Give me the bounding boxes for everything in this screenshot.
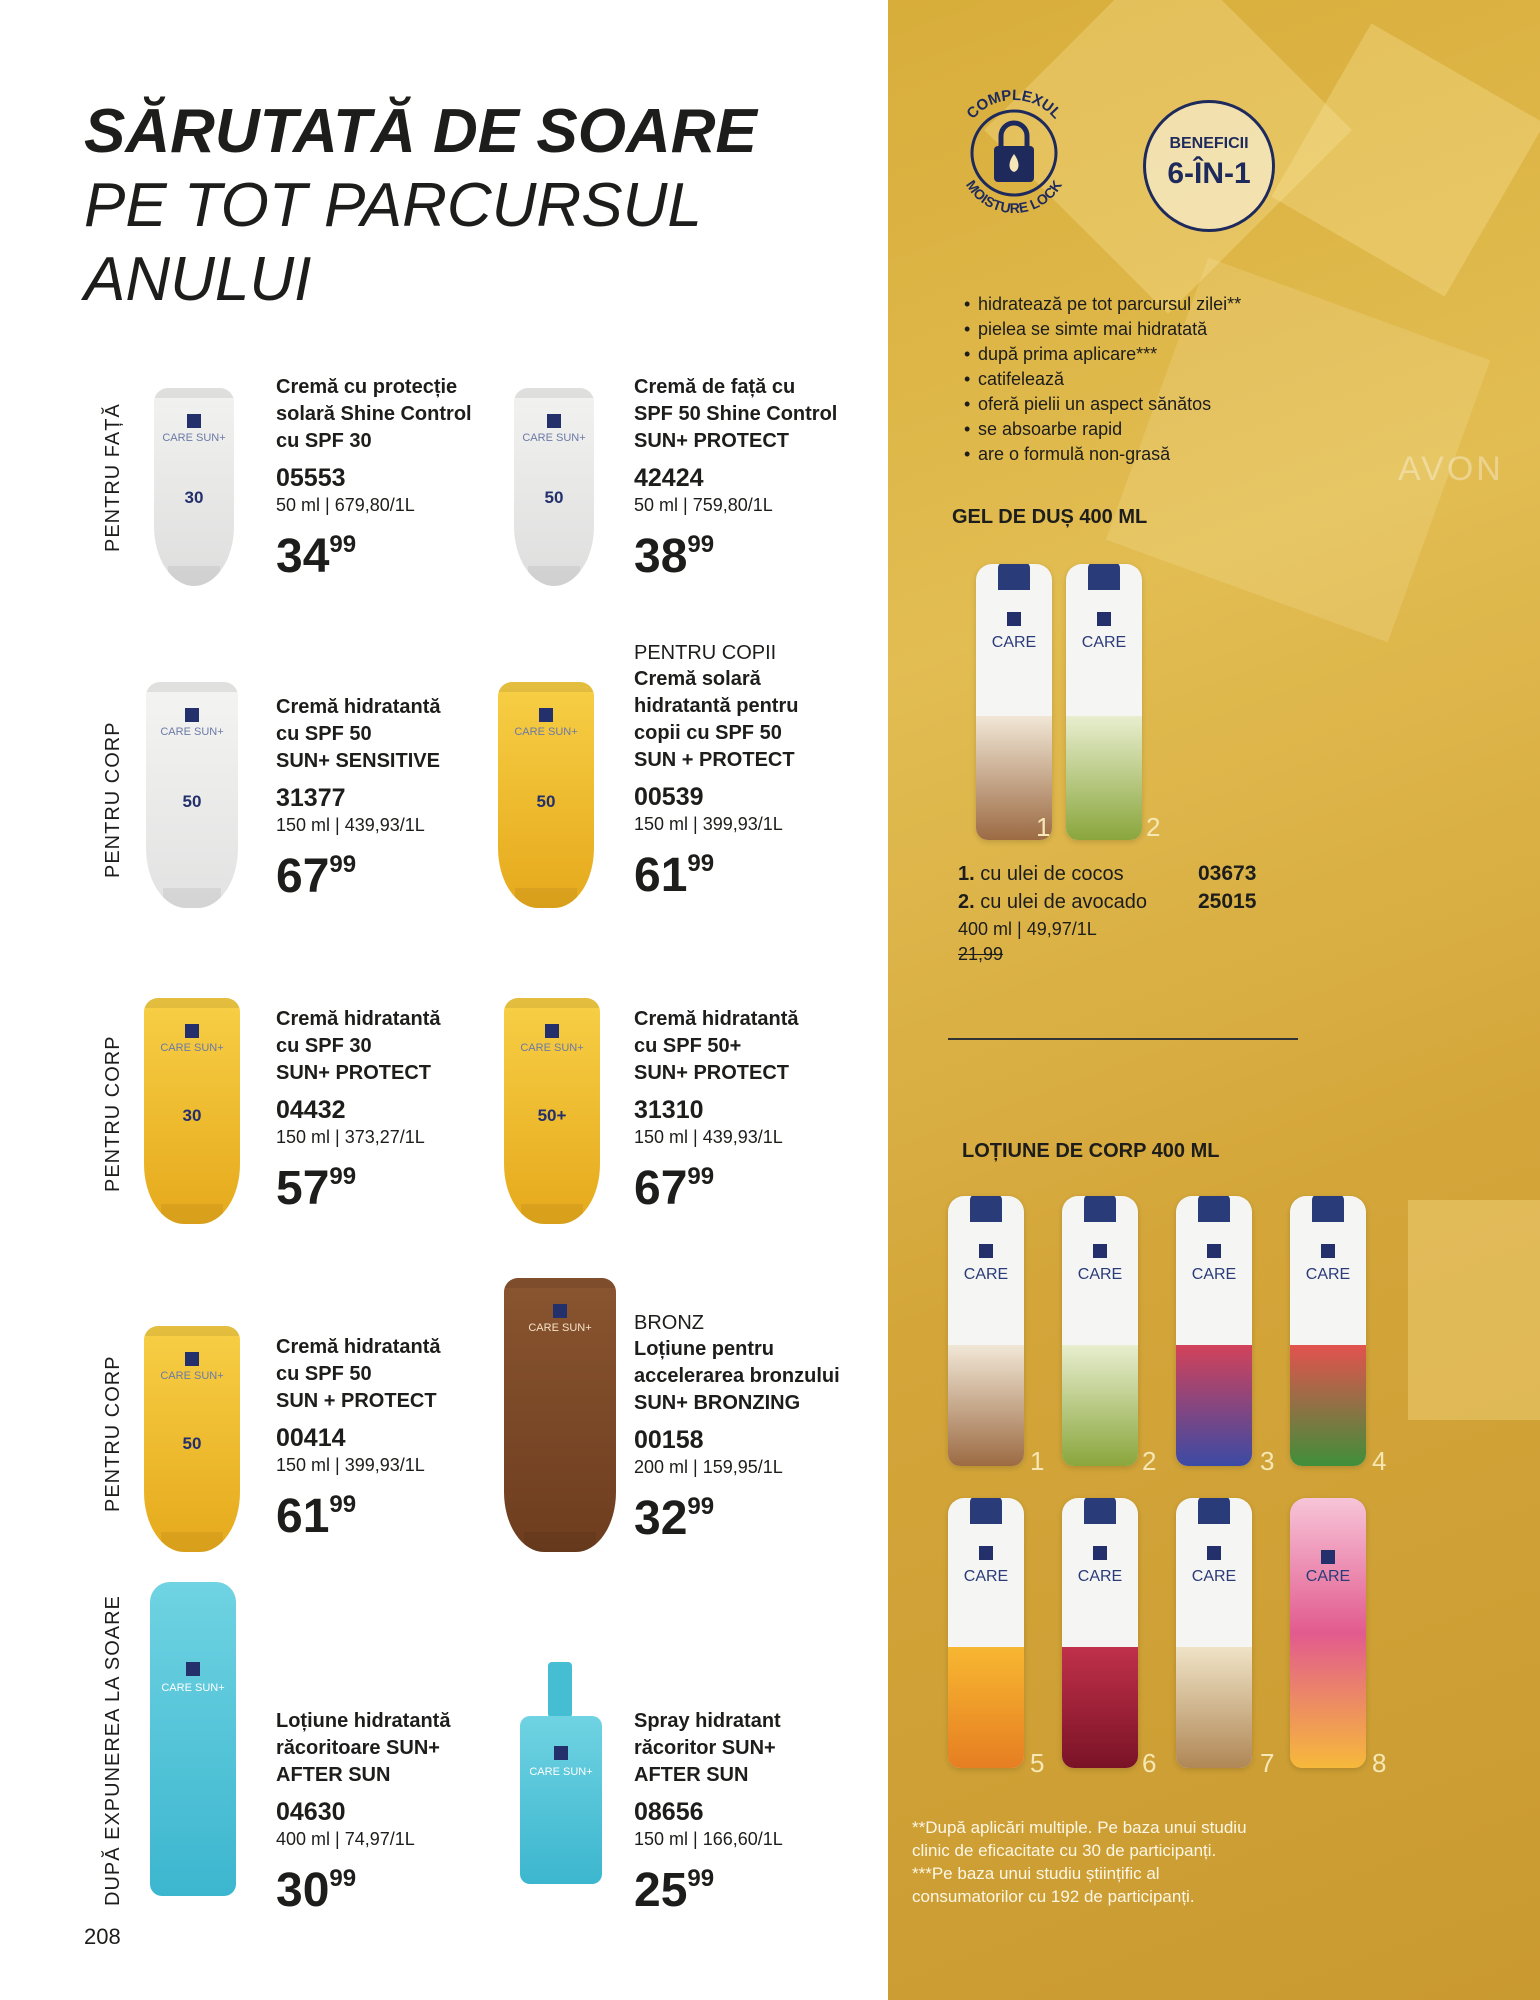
bottle-number: 4 bbox=[1372, 1446, 1387, 1476]
product-image-31310: CARE SUN+ 50+ bbox=[504, 998, 600, 1224]
product-code: 00414 bbox=[276, 1424, 346, 1452]
avon-watermark: AVON bbox=[1398, 450, 1504, 488]
product-size: 50 ml | 679,80/1L bbox=[276, 495, 415, 515]
product-price: $38^{99}$ bbox=[634, 530, 715, 583]
page-title-line3: ANULUI bbox=[84, 245, 312, 314]
list-item: • oferă pielii un aspect sănătos bbox=[964, 392, 1344, 417]
product-price: $67^{99}$ bbox=[276, 850, 357, 903]
product-00158: BRONZ Loțiune pentru accelerarea bronzului SUN+ BRONZING 00158 200 ml | 159,95/1L $32^{99}$ bbox=[634, 1310, 934, 1545]
body-lotion-bottle-7: CARE bbox=[1176, 1498, 1252, 1768]
product-image-42424: CARE SUN+ 50 bbox=[514, 388, 594, 586]
product-price: $61^{99}$ bbox=[276, 1490, 357, 1543]
bottle-number: 3 bbox=[1260, 1446, 1275, 1476]
list-item: • după prima aplicare*** bbox=[964, 342, 1344, 367]
svg-text:COMPLEXUL: COMPLEXUL bbox=[963, 86, 1065, 123]
product-code: 08656 bbox=[634, 1798, 704, 1826]
moisture-lock-badge bbox=[939, 78, 1089, 228]
benefits-badge: BENEFICII 6-ÎN-1 bbox=[1143, 100, 1275, 232]
product-code: 00539 bbox=[634, 783, 704, 811]
product-price: $34^{99}$ bbox=[276, 530, 357, 583]
product-price: $30^{99}$ bbox=[276, 1864, 357, 1917]
list-item: • pielea se simte mai hidratată bbox=[964, 317, 1344, 342]
right-page bbox=[888, 0, 1540, 2000]
product-image-08656: CARE SUN+ bbox=[520, 1662, 602, 1884]
list-item: 1. cu ulei de cocos 03673 bbox=[958, 862, 1257, 885]
product-price: $61^{99}$ bbox=[634, 849, 715, 902]
shower-gel-bottle-coconut: CARE bbox=[976, 564, 1052, 840]
product-size: 150 ml | 399,93/1L bbox=[276, 1455, 425, 1475]
page-title-line2: PE TOT PARCURSUL bbox=[84, 171, 702, 240]
shower-gel-heading: GEL DE DUȘ 400 ML bbox=[952, 506, 1148, 528]
body-lotion-bottle-6: CARE bbox=[1062, 1498, 1138, 1768]
bottle-number: 7 bbox=[1260, 1748, 1275, 1778]
body-lotion-bottle-5: CARE bbox=[948, 1498, 1024, 1768]
product-size: 50 ml | 759,80/1L bbox=[634, 495, 773, 515]
product-code: 00158 bbox=[634, 1426, 704, 1454]
product-00539: PENTRU COPII Cremă solară hidratantă pentru copii cu SPF 50 SUN + PROTECT 00539 150 ml | 399,93/1L $61^{99}$ bbox=[634, 640, 934, 902]
bottle-number: 1 bbox=[1036, 812, 1051, 842]
product-code: 31377 bbox=[276, 784, 346, 812]
body-lotion-heading: LOȚIUNE DE CORP 400 ML bbox=[962, 1140, 1220, 1162]
product-code: 04630 bbox=[276, 1798, 346, 1826]
product-image-04432: CARE SUN+ 30 bbox=[144, 998, 240, 1224]
body-lotion-bottle-1: CARE bbox=[948, 1196, 1024, 1466]
product-code: 31310 bbox=[634, 1096, 704, 1124]
section-label-after-sun: DUPĂ EXPUNEREA LA SOARE bbox=[102, 1595, 124, 1906]
product-category: PENTRU COPII bbox=[634, 642, 777, 664]
product-code: 05553 bbox=[276, 464, 346, 492]
product-00414: Cremă hidratantă cu SPF 50 SUN + PROTECT 00414 150 ml | 399,93/1L $61^{99}$ bbox=[276, 1334, 576, 1543]
product-size: 150 ml | 166,60/1L bbox=[634, 1829, 783, 1849]
bottle-number: 2 bbox=[1142, 1446, 1157, 1476]
body-lotion-bottle-8: CARE bbox=[1290, 1498, 1366, 1768]
bottle-number: 2 bbox=[1146, 812, 1161, 842]
product-image-05553: CARE SUN+ 30 bbox=[154, 388, 234, 586]
section-label-body-2: PENTRU CORP bbox=[102, 1035, 124, 1192]
product-price: $25^{99}$ bbox=[634, 1864, 715, 1917]
body-lotion-bottle-3: CARE bbox=[1176, 1196, 1252, 1466]
divider bbox=[948, 1038, 1298, 1040]
page-title-line1: SĂRUTATĂ DE SOARE bbox=[84, 97, 757, 166]
bottle-number: 1 bbox=[1030, 1446, 1045, 1476]
product-code: 04432 bbox=[276, 1096, 346, 1124]
body-lotion-bottle-2: CARE bbox=[1062, 1196, 1138, 1466]
product-size: 150 ml | 439,93/1L bbox=[634, 1127, 783, 1147]
product-05553: Cremă cu protecție solară Shine Control cu SPF 30 05553 50 ml | 679,80/1L $34^{99}$ bbox=[276, 374, 576, 583]
product-image-00414: CARE SUN+ 50 bbox=[144, 1326, 240, 1552]
product-size: 150 ml | 439,93/1L bbox=[276, 815, 425, 835]
list-item: • hidratează pe tot parcursul zilei** bbox=[964, 292, 1344, 317]
product-image-00539: CARE SUN+ 50 bbox=[498, 682, 594, 908]
list-item: 2. cu ulei de avocado 25015 bbox=[958, 890, 1257, 913]
page-number: 208 bbox=[84, 1924, 121, 1949]
product-size: 200 ml | 159,95/1L bbox=[634, 1457, 783, 1477]
product-04630: Loțiune hidratantă răcoritoare SUN+ AFTER SUN 04630 400 ml | 74,97/1L $30^{99}$ bbox=[276, 1708, 576, 1917]
benefits-list bbox=[964, 292, 1344, 467]
product-category: BRONZ bbox=[634, 1312, 704, 1334]
shower-gel-size: 400 ml | 49,97/1L bbox=[958, 919, 1097, 939]
product-image-31377: CARE SUN+ 50 bbox=[146, 682, 238, 908]
product-08656: Spray hidratant răcoritor SUN+ AFTER SUN 08656 150 ml | 166,60/1L $25^{99}$ bbox=[634, 1708, 934, 1917]
section-label-face: PENTRU FAȚĂ bbox=[102, 403, 124, 552]
bottle-number: 6 bbox=[1142, 1748, 1157, 1778]
section-label-body-3: PENTRU CORP bbox=[102, 1355, 124, 1512]
list-item: • are o formulă non-grasă bbox=[964, 442, 1344, 467]
shower-gel-bottle-avocado: CARE bbox=[1066, 564, 1142, 840]
bottle-number: 8 bbox=[1372, 1748, 1387, 1778]
product-31377: Cremă hidratantă cu SPF 50 SUN+ SENSITIVE 31377 150 ml | 439,93/1L $67^{99}$ bbox=[276, 694, 576, 903]
product-04432: Cremă hidratantă cu SPF 30 SUN+ PROTECT 04432 150 ml | 373,27/1L $57^{99}$ bbox=[276, 1006, 576, 1215]
list-item: • catifelează bbox=[964, 367, 1344, 392]
product-image-00158: CARE SUN+ bbox=[504, 1278, 616, 1552]
product-31310: Cremă hidratantă cu SPF 50+ SUN+ PROTECT 31310 150 ml | 439,93/1L $67^{99}$ bbox=[634, 1006, 934, 1215]
shower-gel-old-price: 21,99 bbox=[958, 944, 1004, 964]
product-code: 42424 bbox=[634, 464, 704, 492]
bottle-number: 5 bbox=[1030, 1748, 1045, 1778]
shower-gel-list bbox=[958, 860, 1258, 966]
list-item: • se absoarbe rapid bbox=[964, 417, 1344, 442]
product-image-04630: CARE SUN+ bbox=[150, 1582, 236, 1896]
body-lotion-bottle-4: CARE bbox=[1290, 1196, 1366, 1466]
product-42424: Cremă de față cu SPF 50 Shine Control SUN+ PROTECT 42424 50 ml | 759,80/1L $38^{99}$ bbox=[634, 374, 934, 583]
product-price: $32^{99}$ bbox=[634, 1492, 715, 1545]
footnotes: **După aplicări multiple. Pe baza unui studiu clinic de eficacitate cu 30 de participanți. ***Pe baza unui studiu științific al consumatorilor cu 192 de participanți. bbox=[912, 1818, 1247, 1906]
product-size: 150 ml | 373,27/1L bbox=[276, 1127, 425, 1147]
section-label-body-1: PENTRU CORP bbox=[102, 721, 124, 878]
product-price: $57^{99}$ bbox=[276, 1162, 357, 1215]
product-price: $67^{99}$ bbox=[634, 1162, 715, 1215]
svg-text:MOISTURE LOCK: MOISTURE LOCK bbox=[963, 177, 1065, 217]
product-size: 150 ml | 399,93/1L bbox=[634, 814, 783, 834]
product-size: 400 ml | 74,97/1L bbox=[276, 1829, 415, 1849]
lock-icon bbox=[994, 123, 1034, 182]
